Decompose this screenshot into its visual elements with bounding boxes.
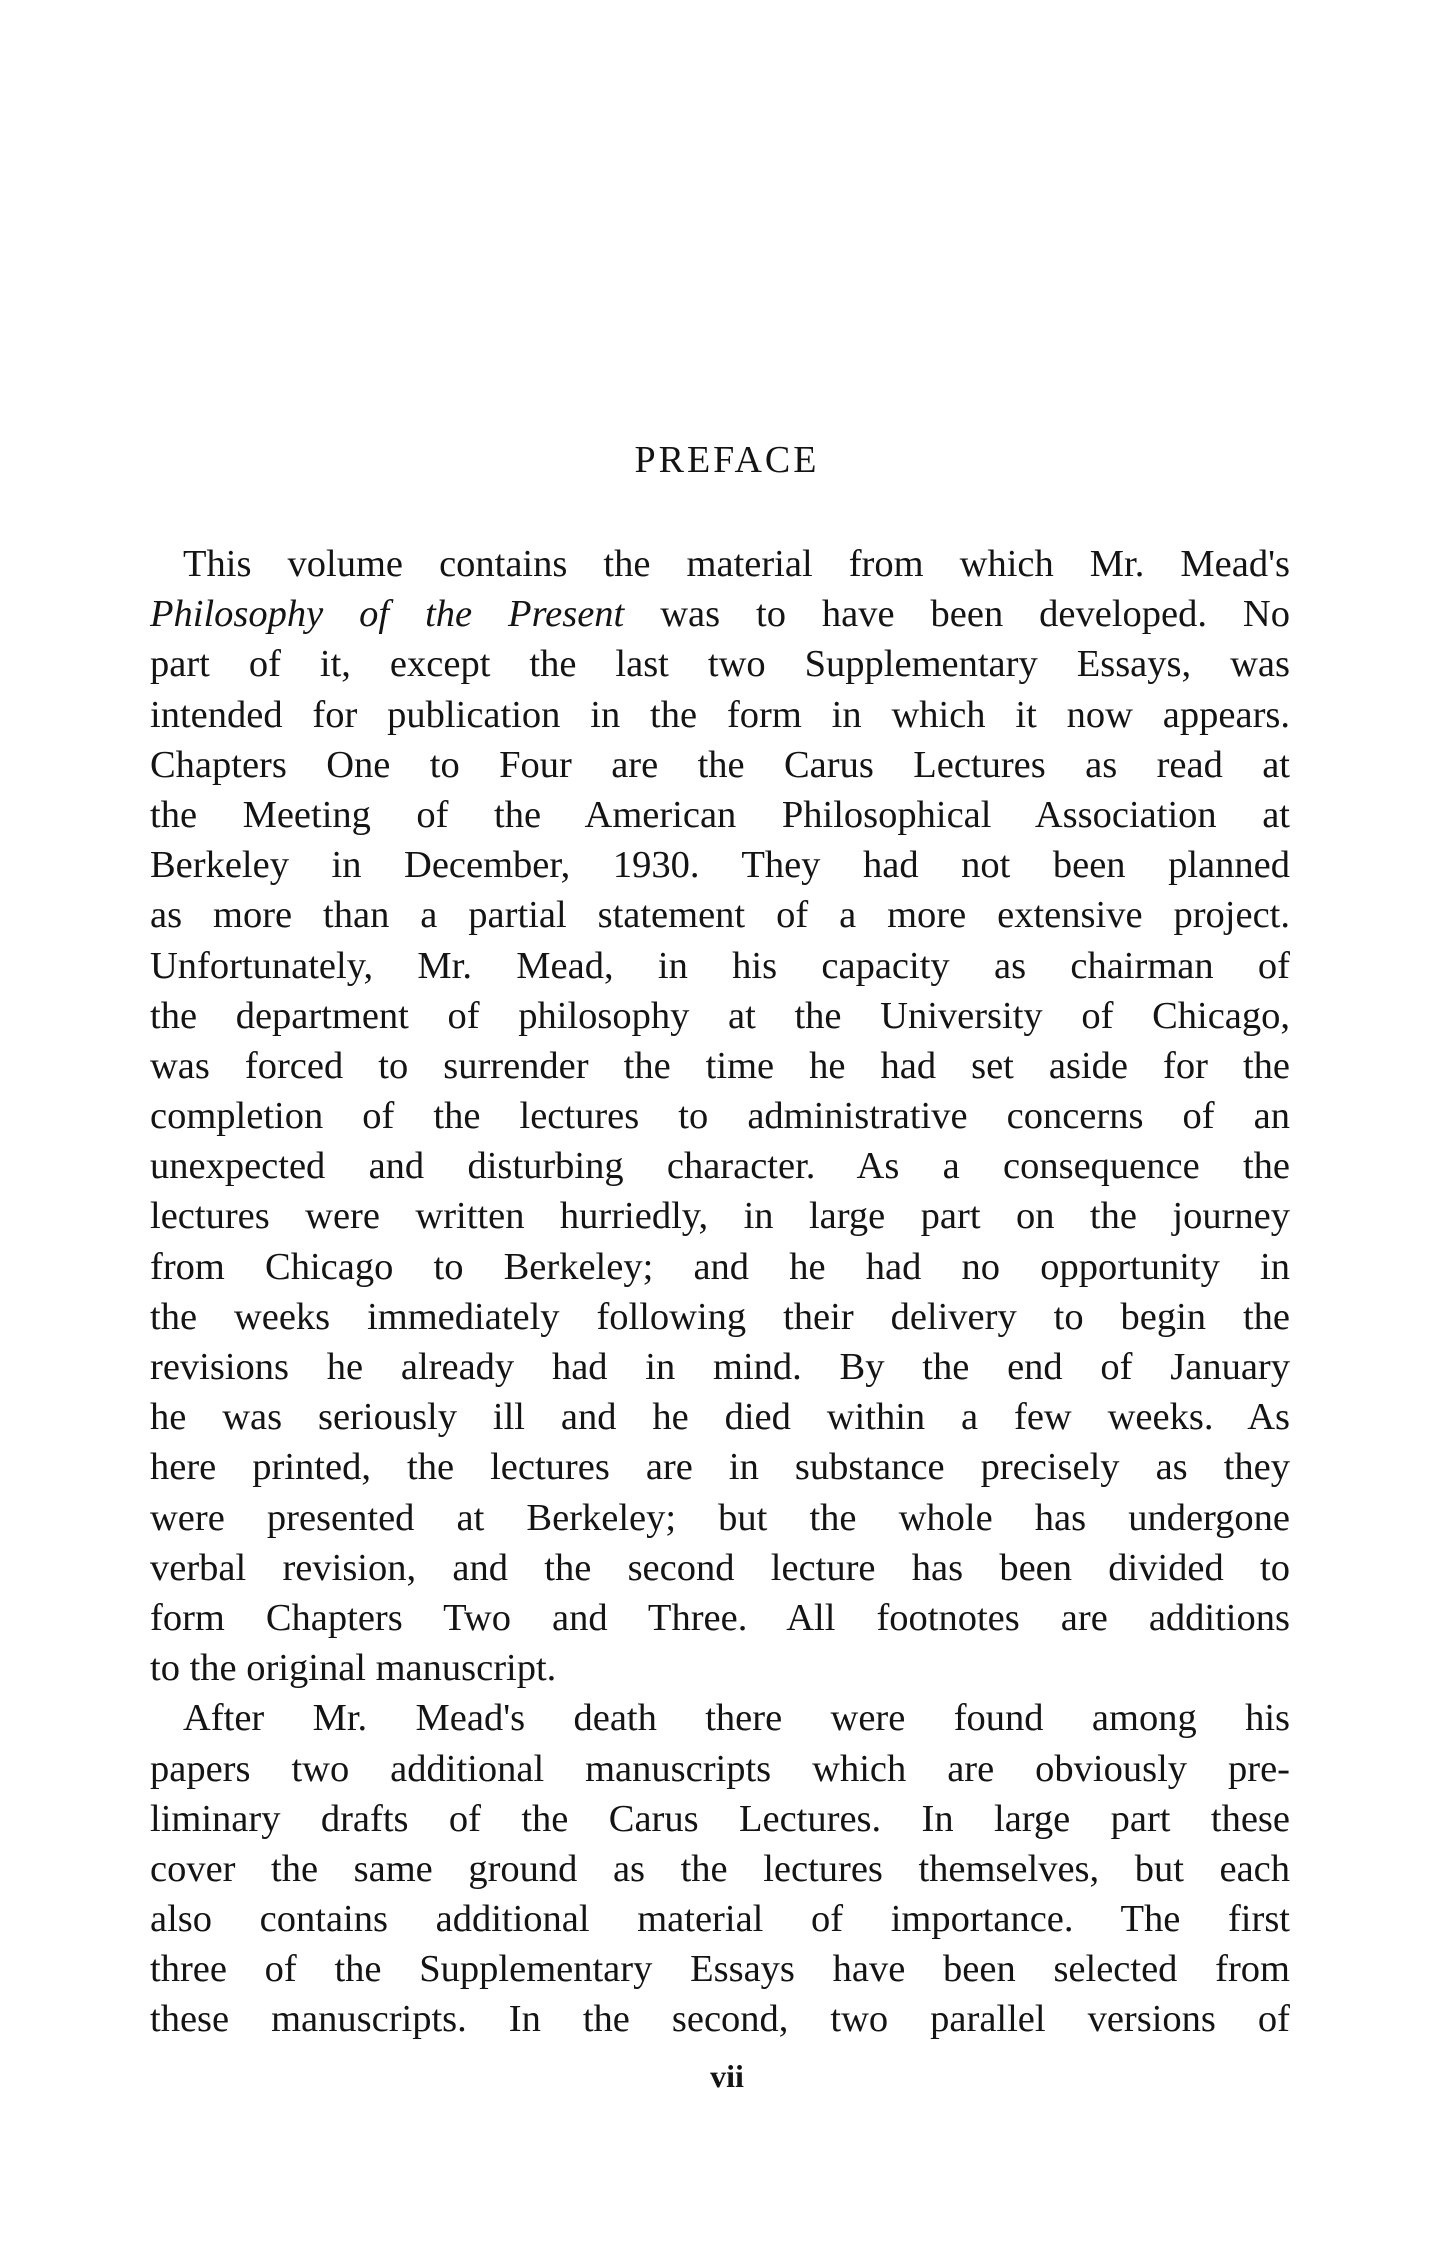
text-line: form Chapters Two and Three. All footnotes are additions [150,1596,1290,1639]
text-line: three of the Supplementary Essays have been selected from [150,1948,1290,1991]
text-line: After Mr. Mead's death there were found among his [183,1697,1290,1740]
text-line: Chapters One to Four are the Carus Lectures as read at [150,743,1290,786]
text-line: lectures were written hurriedly, in large part on the journey [150,1195,1290,1238]
text-line: these manuscripts. In the second, two parallel versions of [150,1998,1290,2041]
text-line: also contains additional material of importance. The first [150,1898,1290,1941]
text-line: completion of the lectures to administrative concerns of an [150,1095,1290,1138]
preface-body [150,539,1290,2045]
text-line: he was seriously ill and he died within a few weeks. As [150,1396,1290,1439]
text-line: Berkeley in December, 1930. They had not been planned [150,844,1290,887]
text-line: This volume contains the material from which Mr. Mead's [183,543,1290,585]
text-line: the weeks immediately following their delivery to begin the [150,1295,1290,1338]
text-fragment: was to have been developed. No [660,593,1290,636]
text-line: revisions he already had in mind. By the end of January [150,1346,1290,1388]
text-line: as more than a partial statement of a more extensive project. [150,894,1290,937]
text-line: intended for publication in the form in which it now appears. [150,693,1290,736]
text-line: papers two additional manuscripts which are obviously pre- [150,1747,1290,1790]
text-line: Unfortunately, Mr. Mead, in his capacity as chairman of [150,944,1290,987]
text-line: to the original manuscript. [150,1647,557,1690]
text-line: were presented at Berkeley; but the whole has undergone [150,1496,1290,1539]
text-line: was forced to surrender the time he had set aside for the [150,1044,1290,1087]
book-title: Philosophy of the Present [150,593,625,636]
text-line: part of it, except the last two Supplementary Essays, was [150,643,1290,686]
page-number: vii [710,2058,744,2094]
text-line: the Meeting of the American Philosophical Association at [150,793,1290,836]
page-title: PREFACE [634,439,820,481]
text-line: cover the same ground as the lectures themselves, but each [150,1847,1290,1890]
text-line: unexpected and disturbing character. As a consequence the [150,1145,1290,1188]
text-line: verbal revision, and the second lecture has been divided to [150,1546,1290,1589]
text-line [150,589,1290,639]
text-line: from Chicago to Berkeley; and he had no opportunity in [150,1245,1290,1288]
text-line: the department of philosophy at the University of Chicago, [150,994,1290,1037]
text-line: liminary drafts of the Carus Lectures. In large part these [150,1797,1290,1840]
text-line: here printed, the lectures are in substance precisely as they [150,1446,1290,1489]
